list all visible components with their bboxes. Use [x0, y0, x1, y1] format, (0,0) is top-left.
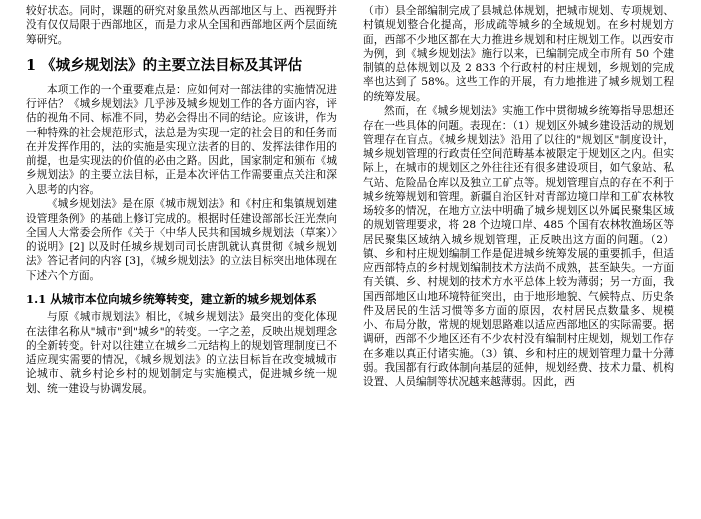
- left-column: [26, 4, 337, 515]
- paragraph-intro: 较好状态。同时，课题的研究对象虽然从西部地区与上、西视野并没有仅仅局限于西部地区，而是力求从全国和西部地区两个层面统筹研究。: [26, 5, 337, 46]
- section-heading-1: 1 《城乡规划法》的主要立法目标及其评估: [26, 56, 303, 74]
- paragraph-2-1: （市）县全部编制完成了县城总体规划，把城市规划、专项规划、村镇规划整合化提高，形成疏等城乡的全域规划。在乡村规划方面，西部不少地区都在大力推进乡规划和村庄规划工作。以西安市为例，到《城乡规划法》施行以来，已编制完成全市所有 50 个建制镇的总体规划以及 2 833 个行政村的村庄规划，乡规划的完成率也达到了 58%。这些工作的开展，有力地推进了城乡规划工程的统筹发展。: [363, 5, 674, 103]
- subsection-heading-1-1: 1.1 从城市本位向城乡统筹转变，建立新的城乡规划体系: [26, 291, 317, 306]
- paragraph-1-2: 《城乡规划法》是在原《城市规划法》和《村庄和集镇规划建设管理条例》的基础上修订完成的。根据时任建设部部长汪光焘向全国人大常委会所作《关于〈中华人民共和国城乡规划法（草案）〉的说明》[2] 以及时任城乡规划司司长唐凯就认真贯彻《城乡规划法》答记者问的内容 [3]，《城乡规划法》的立法目标突出地体现在下述六个方面。: [26, 198, 337, 282]
- right-column: [363, 4, 674, 515]
- two-column-layout: [26, 4, 675, 515]
- paragraph-1-1-1: 与原《城市规划法》相比，《城乡规划法》最突出的变化体现在法律名称从"城市"到"城乡"的转变。一字之差，反映出规划理念的全新转变。针对以往建立在城乡二元结构上的规划管理制度已不适应现实需要的情况，《城乡规划法》的立法目标旨在改变城城市论城市、就乡村论乡村的规划制定与实施模式，促进城乡统一规划、统一建设与协调发展。: [26, 311, 337, 395]
- paragraph-2-2: 然而，在《城乡规划法》实施工作中贯彻城乡统筹指导思想还存在一些具体的问题。表现在：（1）规划区外城乡建设活动的规划管理存在盲点。《城乡规划法》沿用了以往的"规划区"制度设计，城乡规划管理的行政责任空间范畴基本被限定于规划区之内。但实际上，在城市的规划区之外往往还有很多建设项目，如气象站、私气站、危险品仓库以及独立工矿点等。规划管理盲点的存在不利于城乡统筹规划和管理。新疆自治区针对青部边境口岸和工矿农林牧场较多的情况，在地方立法中明确了城乡规划区以外属民聚集区域的规划管理要求，将 28 个边境口岸、485 个国有农林牧渔场区等居民聚集区域纳入城乡规划管理，正反映出这方面的问题。（2）镇、乡和村庄规划编制工作是促进城乡统筹发展的重要抓手，但适应西部特点的乡村规划编制技术方法尚不成熟，甚至缺失。一方面 有关镇、乡、村规划的技术方水平总体上较为薄弱；另一方面，我国西部地区山地环境特征突出，由于地形地貌、气候特点、历史条件及居民的生活习惯等多方面的原因，农村居民点数量多、规模小、布局分散，常规的规划思路难以适应西部地区的实际需要。据调研，西部不少地区还有不少农村没有编制村庄规划，规划工作存在多难以真正付诸实施。（3）镇、乡和村庄的规划管理力量十分薄弱。我国都有行政体制向基层的延伸，规划经费、技术力量、机构设置、人员编制等状况越来越薄弱。因此，西: [363, 105, 674, 388]
- paragraph-1-1: 本项工作的一个重要难点是：应如何对一部法律的实施情况进行评估？《城乡规划法》几乎涉及城乡规划工作的各方面内容，评估的视角不同、标准不同，势必会得出不同的结论。应该讲，作为一种特殊的社会规范形式，法总是为实现一定的社会目的和任务而在并发挥作用的，法的实施是实现立法者的目的、发挥法律作用的前提，也是实现法的价值的必由之路。因此，国家制定和颁布《城乡规划法》的主要立法目标，正是本次评估工作需要重点关注和深入思考的内容。: [26, 83, 337, 196]
